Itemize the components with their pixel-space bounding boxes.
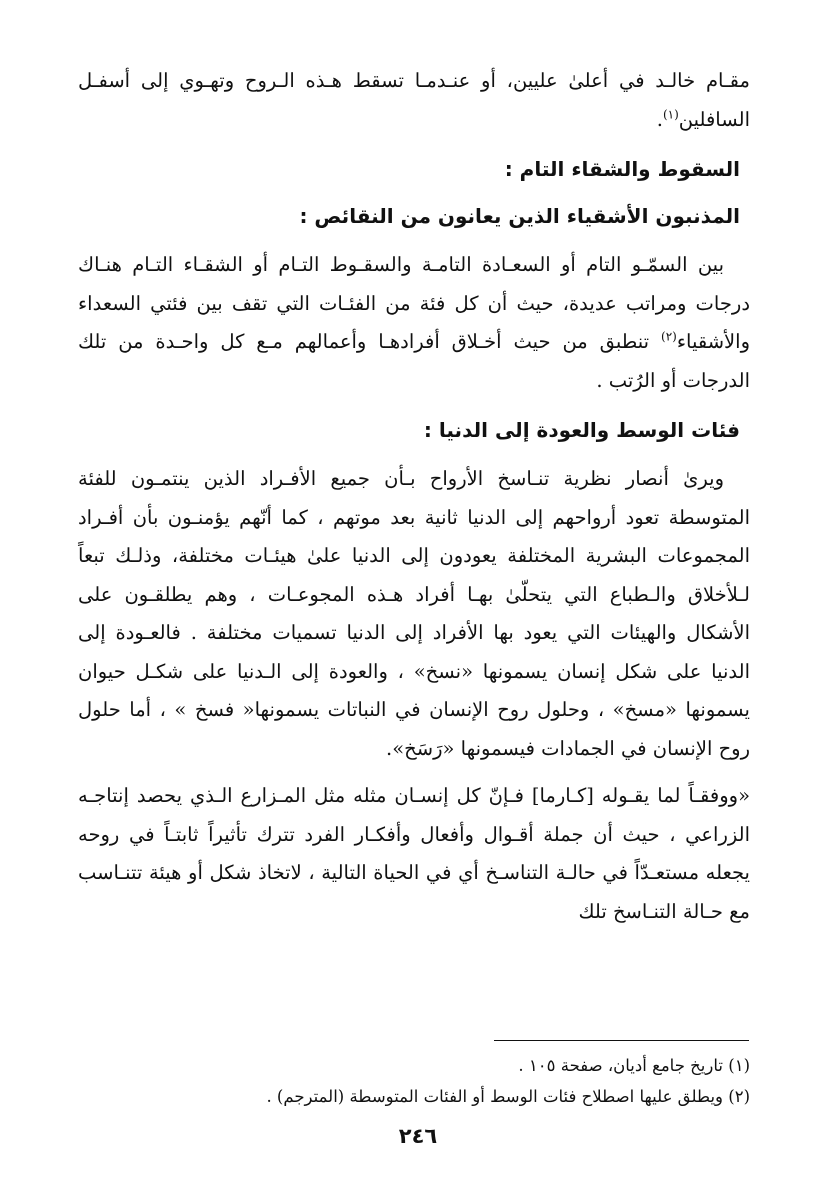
paragraph-reincarnation: ويرىٰ أنصار نظرية تنـاسخ الأرواح بـأن جميع الأفـراد الذين ينتمـون للفئة المتوسطة تعود أرواحهم إلى الدنيا ثانية بعد موتهم ، كما أنّهم يؤمنـون بأن أفـراد المجموعات البشرية المختلفة يعودون إلى الدنيا علىٰ هيئـات مختلفة، وذلـك تبعاً لـلأخلاق والـطباع التي يتحلّىٰ بهـا أفراد هـذه المجوعـات ، وهم يطلقـون على الأشكال والهيئات التي يعود بها الأفراد إلى الدنيا تسميات مختلفة . فالعـودة إلى الدنيا على شكل إنسان يسمونها «نسخ» ، والعودة إلى الـدنيا على شكـل حيوان يسمونها «مسخ» ، وحلول روح الإنسان في النباتات يسمونها« فسخ » ، أما حلول روح الإنسان في الجمادات فيسمونها «رَسَخ». (78, 467, 750, 760)
footnote-2: (٢) ويطلق عليها اصطلاح فئات الوسط أو الفئات المتوسطة (المترجم) . (266, 1087, 750, 1106)
paragraph-1-text: مقـام خالـد في أعلىٰ عليين، أو عنـدمـا تسقط هـذه الـروح وتهـوي إلى أسفـل السافلين (78, 69, 750, 131)
paragraph-1-end: . (656, 107, 663, 131)
footnote-ref-2: (٢) (661, 329, 677, 344)
paragraph-karma-quote: «ووفقـاً لما يقـوله [كـارما] فـإنّ كل إنسـان مثله مثل المـزارع الـذي يحصد إنتاجـه الزراعي ، حيث أن جملة أقـوال وأفعال وأفكـار الفرد تترك تأثيراً ثابتـاً في روحه يجعله مستعـدّاً في حالـة التناسـخ أي في الحياة التالية ، لاتخاذ شكل أو هيئة تتنـاسب مع حـالة التنـاسخ تلك (78, 784, 750, 923)
footnotes (78, 1050, 750, 1112)
section-heading-fall: السقوط والشقاء التام : (504, 157, 740, 181)
paragraph-degrees (78, 246, 750, 400)
page-number: ٢٤٦ (398, 1124, 438, 1148)
footnote-1: (١) تاريخ جامع أديان، صفحة ١٠٥ . (518, 1056, 750, 1075)
section-heading-middle-groups: فئات الوسط والعودة إلى الدنيا : (423, 418, 740, 442)
main-text (78, 62, 750, 931)
subsection-heading-sinners: المذنبون الأشقياء الذين يعانون من النقائص : (299, 204, 740, 228)
paragraph-2-part-b: تنطبق من حيث أخـلاق أفرادهـا وأعمالهم مـع كل واحـدة من تلك الدرجات أو الرُتب . (78, 330, 750, 392)
footnote-ref-1: (١) (662, 107, 679, 121)
paragraph-continuation (78, 62, 750, 139)
footnote-divider (494, 1040, 749, 1041)
paragraph-2-part-a: بين السمّـو التام أو السعـادة التامـة والسقـوط التـام أو الشقـاء التـام هنـاك درجات ومراتب عديدة، حيث أن كل فئة من الفئـات التي تقف بين فئتي السعداء والأشقياء (78, 253, 750, 353)
